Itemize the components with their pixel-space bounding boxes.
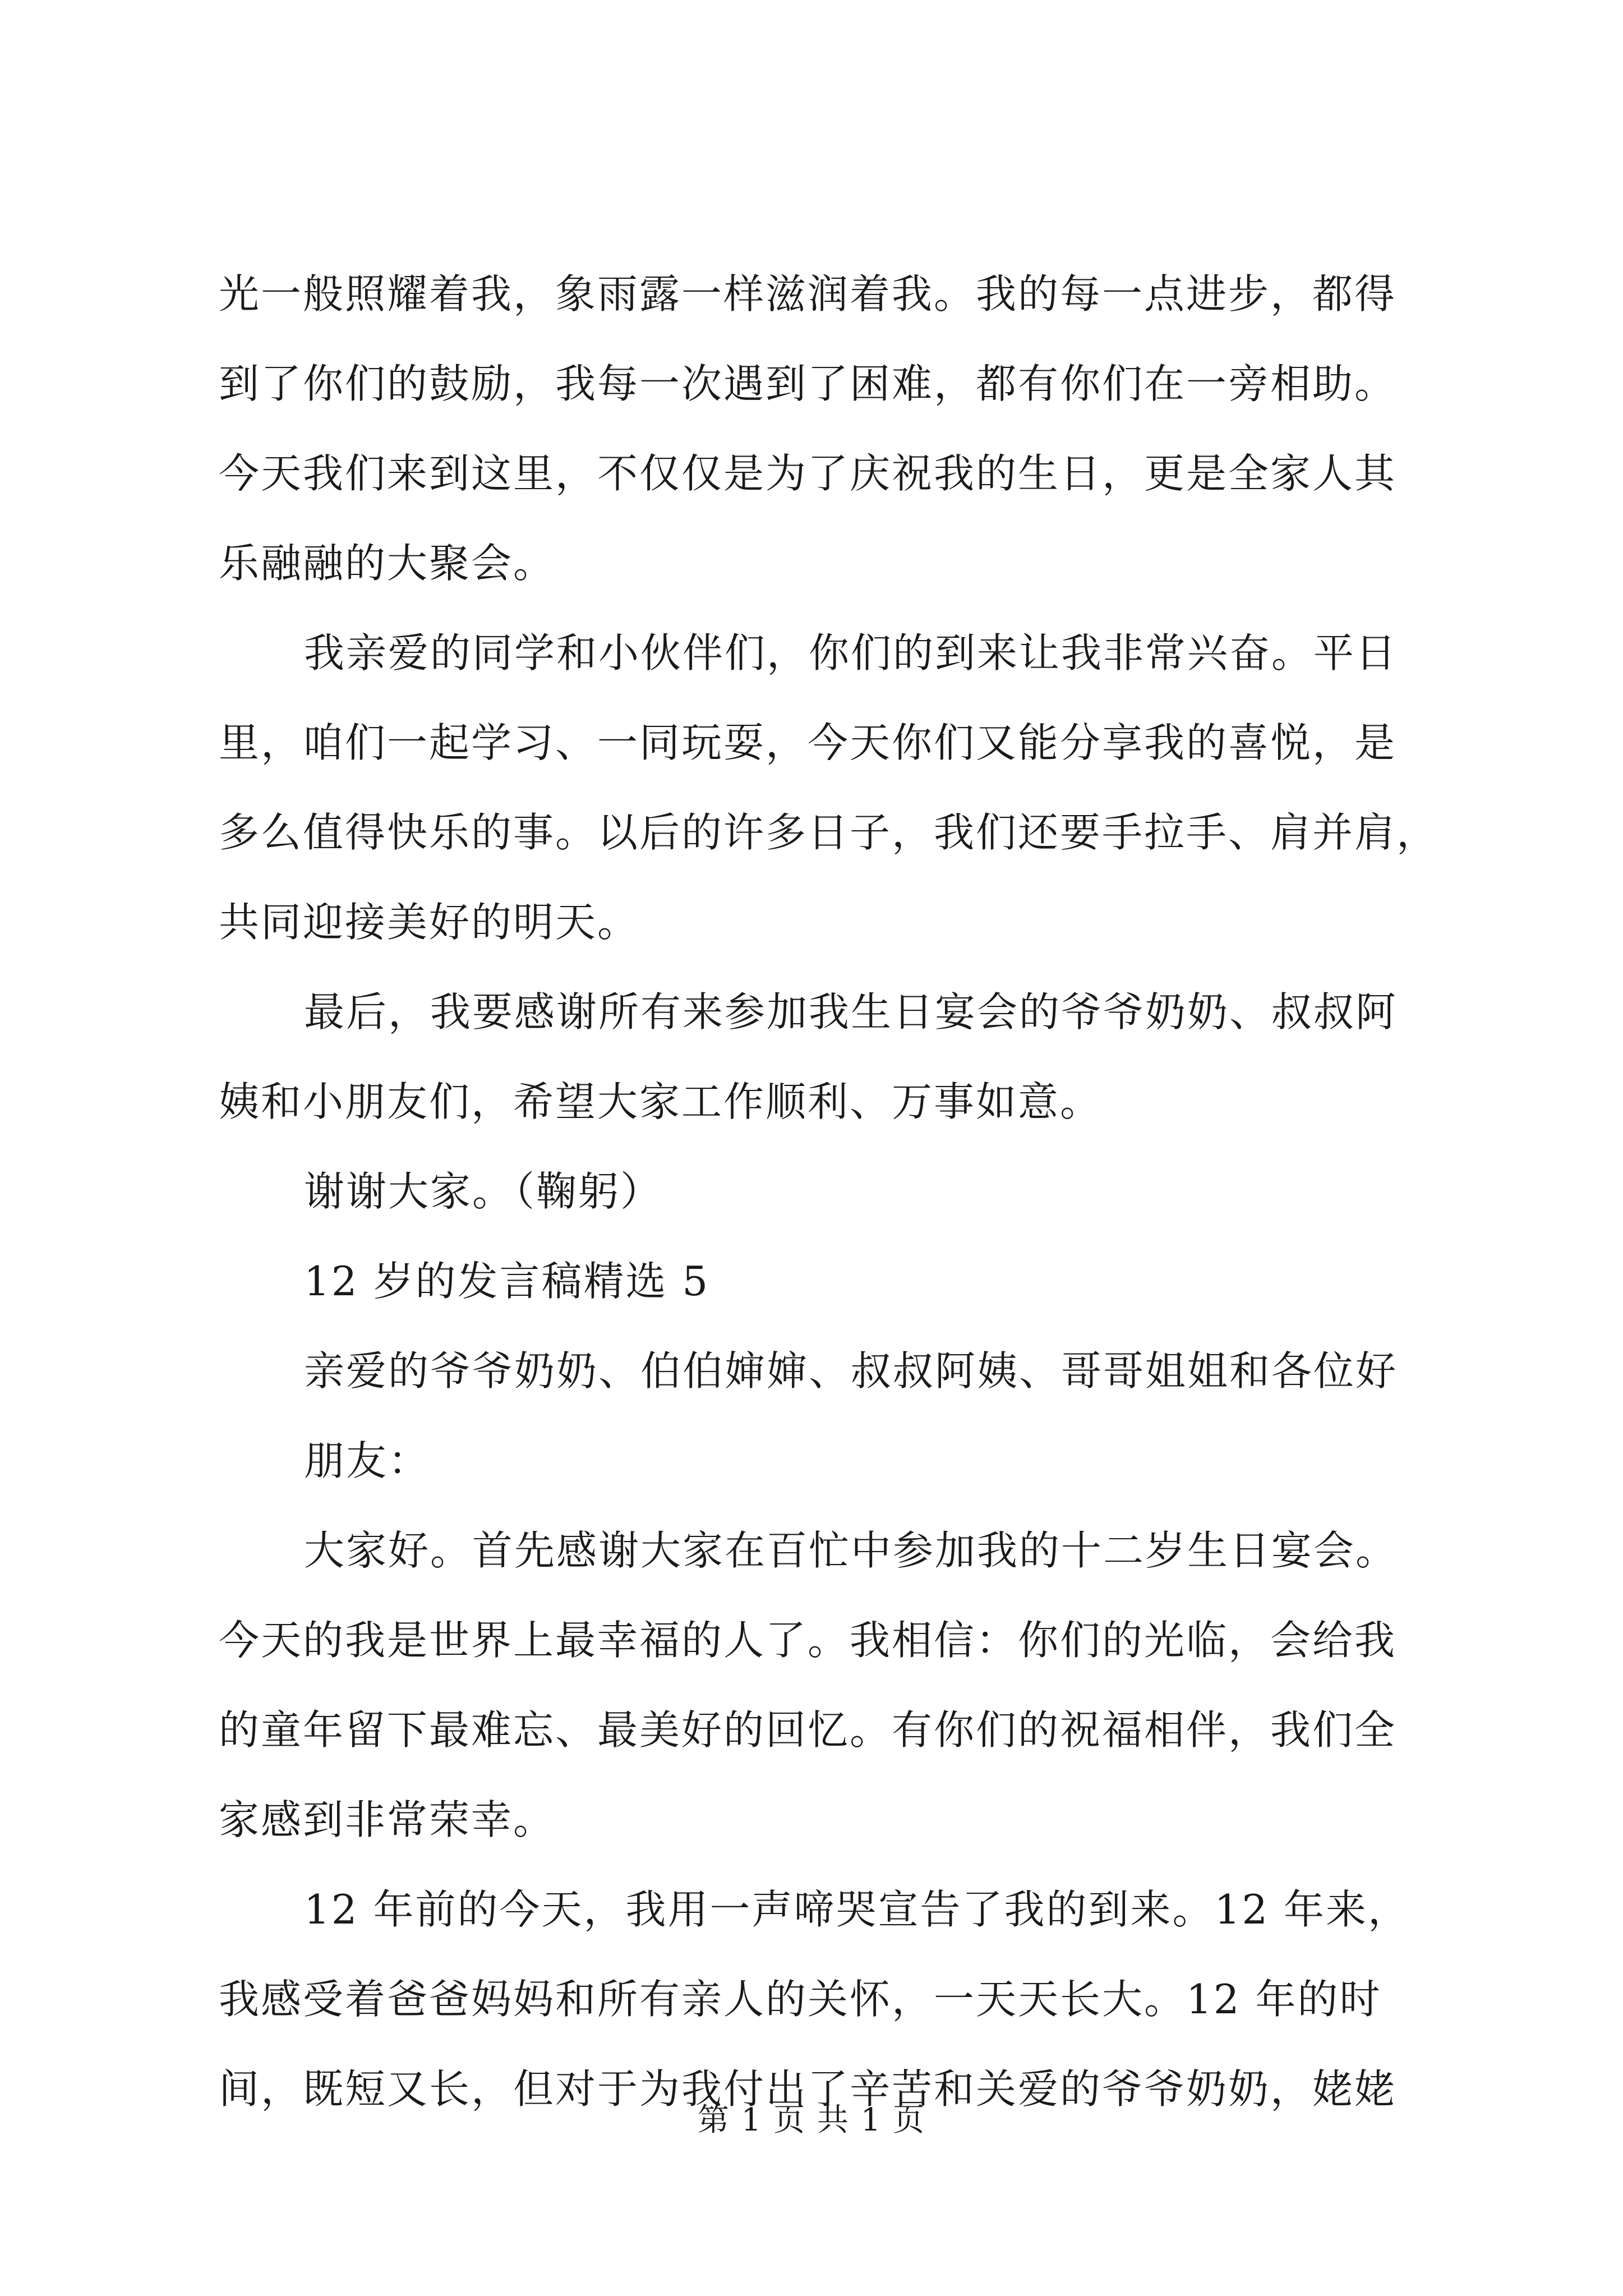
text-line: 12 年前的今天，我用一声啼哭宣告了我的到来。12 年来， <box>304 1886 1410 1933</box>
text-line: 最后，我要感谢所有来参加我生日宴会的爷爷奶奶、叔叔阿 <box>304 988 1398 1036</box>
text-line: 家感到非常荣幸。 <box>219 1796 556 1843</box>
text-line: 我亲爱的同学和小伙伴们，你们的到来让我非常兴奋。平日 <box>304 629 1398 677</box>
text-line: 今天我们来到这里，不仅仅是为了庆祝我的生日，更是全家人其 <box>219 450 1397 497</box>
text-line: 大家好。首先感谢大家在百忙中参加我的十二岁生日宴会。 <box>304 1527 1398 1574</box>
text-line: 我感受着爸爸妈妈和所有亲人的关怀，一天天长大。12 年的时 <box>219 1976 1382 2023</box>
text-line: 朋友： <box>304 1437 431 1484</box>
text-line: 谢谢大家。（鞠躬） <box>304 1168 663 1215</box>
page-number-footer: 第 1 页 共 1 页 <box>697 2102 926 2138</box>
text-line: 共同迎接美好的明天。 <box>219 899 640 946</box>
document-body <box>219 264 1439 2148</box>
text-line: 的童年留下最难忘、最美好的回忆。有你们的祝福相伴，我们全 <box>219 1706 1397 1754</box>
text-line: 今天的我是世界上最幸福的人了。我相信：你们的光临，会给我 <box>219 1617 1397 1664</box>
section-heading: 12 岁的发言稿精选 5 <box>304 1258 710 1305</box>
text-line: 亲爱的爷爷奶奶、伯伯婶婶、叔叔阿姨、哥哥姐姐和各位好 <box>304 1347 1398 1395</box>
text-line: 里，咱们一起学习、一同玩耍，今天你们又能分享我的喜悦，是 <box>219 719 1397 766</box>
text-line: 间，既短又长，但对于为我付出了辛苦和关爱的爷爷奶奶，姥姥 <box>219 2065 1397 2113</box>
text-line: 多么值得快乐的事。以后的许多日子，我们还要手拉手、肩并肩， <box>219 809 1439 856</box>
text-line: 乐融融的大聚会。 <box>219 540 556 587</box>
text-line: 姨和小朋友们，希望大家工作顺利、万事如意。 <box>219 1078 1103 1125</box>
text-line: 光一般照耀着我，象雨露一样滋润着我。我的每一点进步，都得 <box>219 270 1397 318</box>
text-line: 到了你们的鼓励，我每一次遇到了困难，都有你们在一旁相助。 <box>219 360 1397 407</box>
